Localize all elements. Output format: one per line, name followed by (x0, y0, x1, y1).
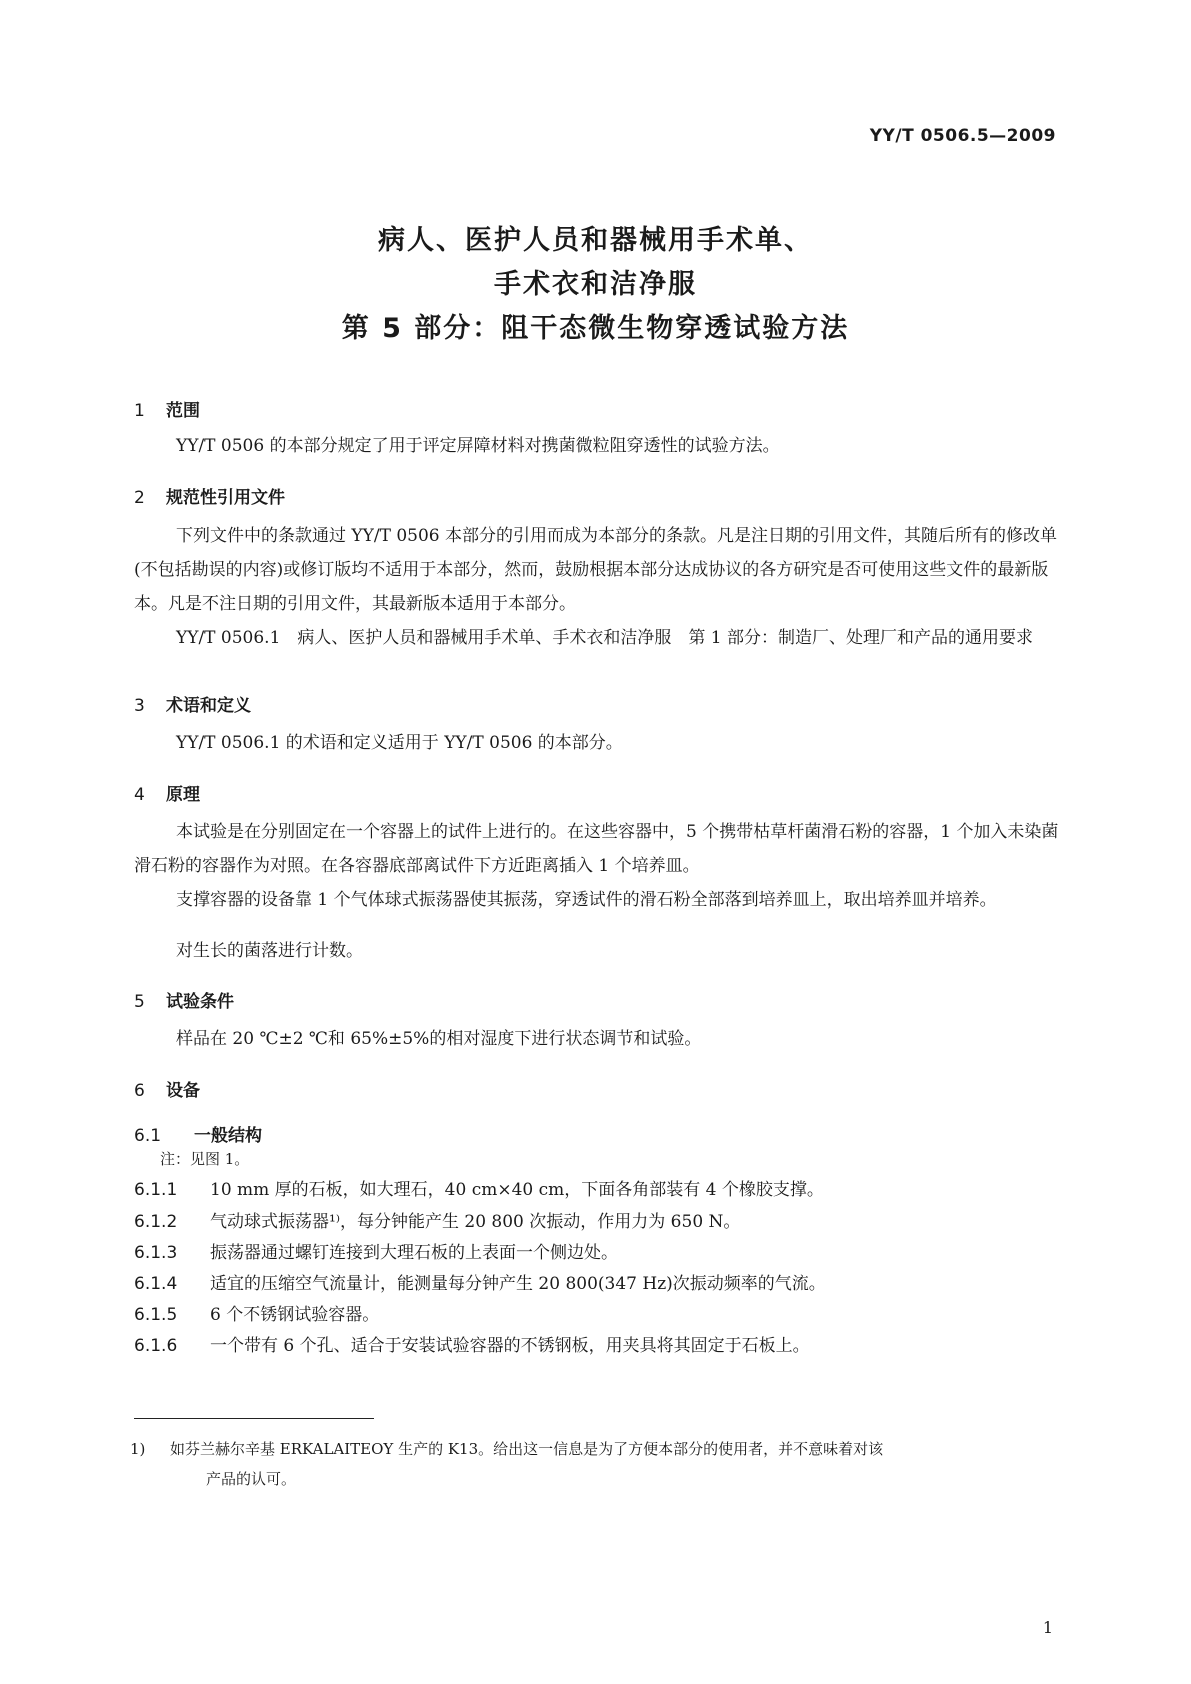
section-4-paragraph-1: 本试验是在分别固定在一个容器上的试件上进行的。在这些容器中，5 个携带枯草杆菌滑石粉的容器，1 个加入未染菌滑石粉的容器作为对照。在各容器底部离试件下方近距离插入 1 个培养皿。 (134, 822, 1059, 876)
clause-number: 6.1.3 (134, 1243, 178, 1263)
section-5-heading (134, 987, 234, 1012)
section-6-heading (134, 1076, 200, 1101)
clause-text: 一个带有 6 个孔、适合于安装试验容器的不锈钢板，用夹具将其固定于石板上。 (210, 1336, 810, 1356)
section-1-paragraph: YY/T 0506 的本部分规定了用于评定屏障材料对携菌微粒阻穿透性的试验方法。 (176, 436, 780, 456)
section-number: 4 (134, 785, 145, 805)
section-3-paragraph: YY/T 0506.1 的术语和定义适用于 YY/T 0506 的本部分。 (176, 733, 623, 753)
section-number: 3 (134, 696, 145, 716)
note: 注：见图 1。 (160, 1150, 250, 1168)
section-number: 2 (134, 488, 145, 508)
footnote-marker: 1) (130, 1440, 146, 1458)
clause-6-1-4 (134, 1269, 826, 1294)
clause-number: 6.1.6 (134, 1336, 178, 1356)
footnote-line-2: 产品的认可。 (206, 1470, 297, 1488)
clause-text: 气动球式振荡器¹⁾，每分钟能产生 20 800 次振动，作用力为 650 N。 (210, 1212, 741, 1232)
subsection-title: 一般结构 (194, 1126, 262, 1146)
section-number: 1 (134, 401, 145, 421)
title-line-3: 第 5 部分：阻干态微生物穿透试验方法 (341, 313, 850, 344)
section-title: 设备 (166, 1081, 200, 1101)
section-title: 术语和定义 (166, 696, 251, 716)
section-2-paragraph-1: 下列文件中的条款通过 YY/T 0506 本部分的引用而成为本部分的条款。凡是注日期的引用文件，其随后所有的修改单(不包括勘误的内容)或修订版均不适用于本部分，然而，鼓励根据本部分达成协议的各方研究是否可使用这些文件的最新版本。凡是不注日期的引用文件，其最新版本适用于本部分。 (134, 526, 1057, 614)
section-title: 试验条件 (166, 992, 234, 1012)
page-number: 1 (1042, 1618, 1053, 1637)
subsection-number: 6.1 (134, 1126, 162, 1146)
title-line-1: 病人、医护人员和器械用手术单、 (378, 225, 813, 256)
section-title: 原理 (166, 785, 200, 805)
clause-number: 6.1.4 (134, 1274, 178, 1294)
clause-number: 6.1.1 (134, 1180, 178, 1200)
clause-text: 10 mm 厚的石板，如大理石，40 cm×40 cm，下面各角部装有 4 个橡胶支撑。 (210, 1180, 824, 1200)
clause-text: 振荡器通过螺钉连接到大理石板的上表面一个侧边处。 (210, 1243, 618, 1263)
section-number: 5 (134, 992, 145, 1012)
footnote-separator (134, 1418, 374, 1419)
section-title: 范围 (166, 401, 200, 421)
standard-code: YY/T 0506.5—2009 (869, 126, 1056, 146)
section-2-paragraph-2: YY/T 0506.1 病人、医护人员和器械用手术单、手术衣和洁净服 第 1 部分：制造厂、处理厂和产品的通用要求 (176, 628, 1034, 648)
section-1-heading (134, 396, 200, 421)
clause-number: 6.1.2 (134, 1212, 178, 1232)
clause-6-1-6 (134, 1331, 810, 1356)
clause-6-1-2 (134, 1207, 740, 1232)
section-4-paragraph-3: 对生长的菌落进行计数。 (176, 941, 363, 961)
section-title: 规范性引用文件 (166, 488, 285, 508)
title-line-2: 手术衣和洁净服 (494, 269, 697, 300)
section-2-heading (134, 483, 285, 508)
section-number: 6 (134, 1081, 145, 1101)
subsection-6-1-heading (134, 1121, 262, 1146)
section-4-paragraph-2: 支撑容器的设备靠 1 个气体球式振荡器使其振荡，穿透试件的滑石粉全部落到培养皿上，取出培养皿并培养。 (176, 890, 997, 910)
clause-number: 6.1.5 (134, 1305, 178, 1325)
clause-text: 6 个不锈钢试验容器。 (210, 1305, 380, 1325)
clause-6-1-5 (134, 1300, 379, 1325)
clause-6-1-3 (134, 1238, 618, 1263)
section-4-heading (134, 780, 200, 805)
footnote-line-1: 如芬兰赫尔辛基 ERKALAITEOY 生产的 K13。给出这一信息是为了方便本部分的使用者，并不意味着对该 (170, 1440, 884, 1458)
section-3-heading (134, 691, 251, 716)
clause-6-1-1 (134, 1175, 824, 1200)
section-5-paragraph: 样品在 20 ℃±2 ℃和 65%±5%的相对湿度下进行状态调节和试验。 (176, 1029, 702, 1049)
footnote (130, 1434, 1070, 1494)
clause-text: 适宜的压缩空气流量计，能测量每分钟产生 20 800(347 Hz)次振动频率的气流。 (210, 1274, 826, 1294)
